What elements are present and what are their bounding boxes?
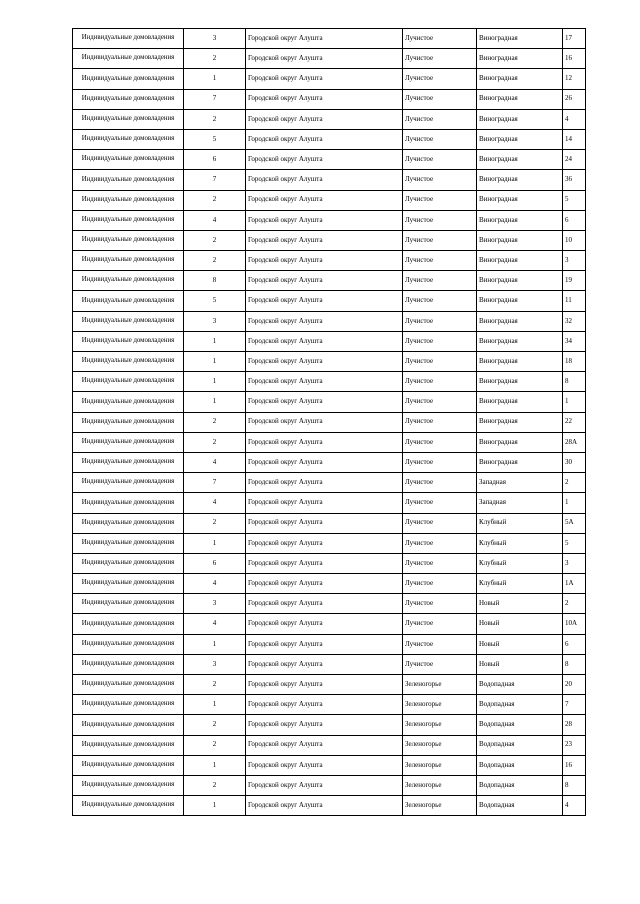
cell-municipality: Городской округ Алушта [246, 594, 403, 614]
cell-house-number: 17 [563, 29, 586, 49]
cell-housing-type: Индивидуальные домовладения [73, 675, 184, 695]
table-row [73, 452, 586, 472]
cell-count: 2 [184, 513, 246, 533]
cell-housing-type: Индивидуальные домовладения [73, 634, 184, 654]
table-row [73, 271, 586, 291]
cell-house-number: 10А [563, 614, 586, 634]
table-row [73, 755, 586, 775]
cell-street: Виноградная [477, 129, 563, 149]
cell-municipality: Городской округ Алушта [246, 735, 403, 755]
cell-locality: Зеленогорье [403, 695, 477, 715]
cell-house-number: 16 [563, 49, 586, 69]
table-row [73, 150, 586, 170]
cell-municipality: Городской округ Алушта [246, 29, 403, 49]
cell-count: 4 [184, 452, 246, 472]
cell-municipality: Городской округ Алушта [246, 715, 403, 735]
cell-municipality: Городской округ Алушта [246, 210, 403, 230]
cell-municipality: Городской округ Алушта [246, 654, 403, 674]
cell-municipality: Городской округ Алушта [246, 796, 403, 816]
table-row [73, 372, 586, 392]
cell-locality: Лучистое [403, 109, 477, 129]
table-body [73, 29, 586, 816]
cell-locality: Лучистое [403, 594, 477, 614]
cell-municipality: Городской округ Алушта [246, 311, 403, 331]
cell-house-number: 1 [563, 493, 586, 513]
cell-locality: Лучистое [403, 493, 477, 513]
cell-municipality: Городской округ Алушта [246, 392, 403, 412]
cell-housing-type: Индивидуальные домовладения [73, 210, 184, 230]
cell-count: 1 [184, 392, 246, 412]
cell-street: Виноградная [477, 432, 563, 452]
table-row [73, 412, 586, 432]
cell-locality: Лучистое [403, 352, 477, 372]
cell-locality: Зеленогорье [403, 675, 477, 695]
cell-municipality: Городской округ Алушта [246, 412, 403, 432]
cell-house-number: 4 [563, 109, 586, 129]
cell-house-number: 28А [563, 432, 586, 452]
cell-municipality: Городской округ Алушта [246, 513, 403, 533]
cell-street: Клубный [477, 574, 563, 594]
cell-count: 2 [184, 432, 246, 452]
cell-housing-type: Индивидуальные домовладения [73, 352, 184, 372]
cell-street: Клубный [477, 533, 563, 553]
cell-locality: Лучистое [403, 69, 477, 89]
cell-street: Водопадная [477, 715, 563, 735]
cell-count: 2 [184, 675, 246, 695]
cell-locality: Лучистое [403, 473, 477, 493]
cell-housing-type: Индивидуальные домовладения [73, 271, 184, 291]
cell-street: Клубный [477, 553, 563, 573]
cell-locality: Лучистое [403, 210, 477, 230]
cell-housing-type: Индивидуальные домовладения [73, 493, 184, 513]
cell-house-number: 16 [563, 755, 586, 775]
cell-municipality: Городской округ Алушта [246, 553, 403, 573]
cell-house-number: 8 [563, 654, 586, 674]
cell-count: 1 [184, 533, 246, 553]
cell-count: 5 [184, 291, 246, 311]
cell-municipality: Городской округ Алушта [246, 695, 403, 715]
cell-street: Виноградная [477, 230, 563, 250]
cell-locality: Лучистое [403, 331, 477, 351]
cell-house-number: 6 [563, 634, 586, 654]
cell-municipality: Городской округ Алушта [246, 775, 403, 795]
cell-housing-type: Индивидуальные домовладения [73, 150, 184, 170]
cell-street: Виноградная [477, 170, 563, 190]
cell-locality: Зеленогорье [403, 715, 477, 735]
cell-municipality: Городской округ Алушта [246, 755, 403, 775]
cell-housing-type: Индивидуальные домовладения [73, 129, 184, 149]
cell-street: Виноградная [477, 150, 563, 170]
table-row [73, 49, 586, 69]
cell-count: 1 [184, 796, 246, 816]
cell-house-number: 6 [563, 210, 586, 230]
cell-house-number: 19 [563, 271, 586, 291]
cell-street: Виноградная [477, 412, 563, 432]
table-row [73, 251, 586, 271]
cell-street: Виноградная [477, 291, 563, 311]
cell-municipality: Городской округ Алушта [246, 230, 403, 250]
cell-locality: Зеленогорье [403, 755, 477, 775]
cell-street: Водопадная [477, 735, 563, 755]
cell-locality: Зеленогорье [403, 735, 477, 755]
cell-locality: Лучистое [403, 372, 477, 392]
cell-housing-type: Индивидуальные домовладения [73, 796, 184, 816]
table-row [73, 129, 586, 149]
cell-count: 2 [184, 735, 246, 755]
cell-locality: Лучистое [403, 553, 477, 573]
table-row [73, 29, 586, 49]
housing-registry-table [72, 28, 586, 816]
cell-street: Западная [477, 473, 563, 493]
table-row [73, 311, 586, 331]
cell-locality: Лучистое [403, 574, 477, 594]
cell-street: Западная [477, 493, 563, 513]
cell-municipality: Городской округ Алушта [246, 452, 403, 472]
table-row [73, 190, 586, 210]
cell-street: Водопадная [477, 775, 563, 795]
cell-housing-type: Индивидуальные домовладения [73, 89, 184, 109]
cell-municipality: Городской округ Алушта [246, 432, 403, 452]
cell-municipality: Городской округ Алушта [246, 372, 403, 392]
cell-street: Виноградная [477, 372, 563, 392]
table-row [73, 735, 586, 755]
cell-housing-type: Индивидуальные домовладения [73, 473, 184, 493]
cell-house-number: 22 [563, 412, 586, 432]
cell-municipality: Городской округ Алушта [246, 109, 403, 129]
cell-count: 8 [184, 271, 246, 291]
cell-count: 1 [184, 695, 246, 715]
cell-house-number: 36 [563, 170, 586, 190]
cell-street: Клубный [477, 513, 563, 533]
cell-house-number: 23 [563, 735, 586, 755]
cell-housing-type: Индивидуальные домовладения [73, 432, 184, 452]
cell-house-number: 24 [563, 150, 586, 170]
cell-locality: Лучистое [403, 614, 477, 634]
cell-housing-type: Индивидуальные домовладения [73, 190, 184, 210]
table-row [73, 594, 586, 614]
table-row [73, 775, 586, 795]
cell-house-number: 30 [563, 452, 586, 472]
cell-housing-type: Индивидуальные домовладения [73, 654, 184, 674]
cell-municipality: Городской округ Алушта [246, 271, 403, 291]
cell-count: 3 [184, 311, 246, 331]
cell-street: Виноградная [477, 452, 563, 472]
cell-street: Виноградная [477, 109, 563, 129]
cell-locality: Лучистое [403, 311, 477, 331]
cell-street: Новый [477, 654, 563, 674]
cell-locality: Лучистое [403, 392, 477, 412]
cell-street: Водопадная [477, 755, 563, 775]
cell-municipality: Городской округ Алушта [246, 352, 403, 372]
cell-housing-type: Индивидуальные домовладения [73, 574, 184, 594]
cell-municipality: Городской округ Алушта [246, 675, 403, 695]
cell-housing-type: Индивидуальные домовладения [73, 69, 184, 89]
table-row [73, 695, 586, 715]
cell-housing-type: Индивидуальные домовладения [73, 614, 184, 634]
table-row [73, 69, 586, 89]
cell-count: 2 [184, 251, 246, 271]
table-row [73, 634, 586, 654]
cell-street: Виноградная [477, 251, 563, 271]
cell-count: 4 [184, 493, 246, 513]
table-row [73, 432, 586, 452]
cell-street: Водопадная [477, 796, 563, 816]
cell-housing-type: Индивидуальные домовладения [73, 170, 184, 190]
cell-locality: Лучистое [403, 654, 477, 674]
cell-count: 3 [184, 594, 246, 614]
table-row [73, 331, 586, 351]
cell-street: Водопадная [477, 675, 563, 695]
cell-locality: Лучистое [403, 29, 477, 49]
cell-count: 1 [184, 634, 246, 654]
cell-locality: Лучистое [403, 513, 477, 533]
table-row [73, 493, 586, 513]
cell-count: 4 [184, 210, 246, 230]
cell-count: 6 [184, 553, 246, 573]
cell-housing-type: Индивидуальные домовладения [73, 553, 184, 573]
cell-housing-type: Индивидуальные домовладения [73, 291, 184, 311]
cell-housing-type: Индивидуальные домовладения [73, 311, 184, 331]
cell-municipality: Городской округ Алушта [246, 331, 403, 351]
cell-municipality: Городской округ Алушта [246, 291, 403, 311]
cell-house-number: 11 [563, 291, 586, 311]
table-row [73, 796, 586, 816]
cell-house-number: 5А [563, 513, 586, 533]
cell-count: 1 [184, 755, 246, 775]
cell-street: Новый [477, 594, 563, 614]
cell-house-number: 26 [563, 89, 586, 109]
cell-locality: Лучистое [403, 533, 477, 553]
cell-street: Новый [477, 634, 563, 654]
cell-count: 3 [184, 654, 246, 674]
cell-locality: Лучистое [403, 251, 477, 271]
cell-housing-type: Индивидуальные домовладения [73, 594, 184, 614]
table-row [73, 352, 586, 372]
cell-street: Виноградная [477, 311, 563, 331]
cell-house-number: 20 [563, 675, 586, 695]
cell-count: 7 [184, 473, 246, 493]
cell-municipality: Городской округ Алушта [246, 251, 403, 271]
cell-housing-type: Индивидуальные домовладения [73, 533, 184, 553]
cell-count: 4 [184, 614, 246, 634]
cell-municipality: Городской округ Алушта [246, 634, 403, 654]
cell-locality: Лучистое [403, 634, 477, 654]
table-row [73, 210, 586, 230]
table-row [73, 291, 586, 311]
cell-count: 2 [184, 49, 246, 69]
cell-count: 2 [184, 109, 246, 129]
table-row [73, 170, 586, 190]
cell-street: Виноградная [477, 271, 563, 291]
cell-house-number: 4 [563, 796, 586, 816]
cell-count: 7 [184, 170, 246, 190]
cell-locality: Зеленогорье [403, 796, 477, 816]
cell-house-number: 14 [563, 129, 586, 149]
cell-house-number: 1 [563, 392, 586, 412]
cell-house-number: 8 [563, 372, 586, 392]
cell-housing-type: Индивидуальные домовладения [73, 695, 184, 715]
cell-street: Виноградная [477, 89, 563, 109]
cell-municipality: Городской округ Алушта [246, 150, 403, 170]
cell-count: 2 [184, 775, 246, 795]
cell-locality: Лучистое [403, 271, 477, 291]
cell-count: 3 [184, 29, 246, 49]
cell-street: Виноградная [477, 352, 563, 372]
cell-house-number: 12 [563, 69, 586, 89]
cell-municipality: Городской округ Алушта [246, 614, 403, 634]
cell-municipality: Городской округ Алушта [246, 69, 403, 89]
cell-locality: Лучистое [403, 170, 477, 190]
cell-municipality: Городской округ Алушта [246, 49, 403, 69]
table-row [73, 533, 586, 553]
cell-house-number: 34 [563, 331, 586, 351]
cell-house-number: 28 [563, 715, 586, 735]
cell-count: 2 [184, 715, 246, 735]
table-row [73, 675, 586, 695]
cell-street: Виноградная [477, 331, 563, 351]
cell-housing-type: Индивидуальные домовладения [73, 513, 184, 533]
cell-locality: Лучистое [403, 432, 477, 452]
cell-house-number: 8 [563, 775, 586, 795]
cell-house-number: 7 [563, 695, 586, 715]
cell-count: 2 [184, 230, 246, 250]
cell-house-number: 5 [563, 533, 586, 553]
cell-municipality: Городской округ Алушта [246, 493, 403, 513]
cell-locality: Лучистое [403, 291, 477, 311]
table-row [73, 553, 586, 573]
cell-street: Новый [477, 614, 563, 634]
cell-count: 2 [184, 412, 246, 432]
cell-locality: Лучистое [403, 150, 477, 170]
cell-street: Виноградная [477, 190, 563, 210]
cell-housing-type: Индивидуальные домовладения [73, 412, 184, 432]
cell-municipality: Городской округ Алушта [246, 533, 403, 553]
table-row [73, 89, 586, 109]
cell-count: 7 [184, 89, 246, 109]
cell-housing-type: Индивидуальные домовладения [73, 331, 184, 351]
table-row [73, 513, 586, 533]
cell-housing-type: Индивидуальные домовладения [73, 109, 184, 129]
cell-count: 2 [184, 190, 246, 210]
cell-housing-type: Индивидуальные домовладения [73, 735, 184, 755]
cell-street: Виноградная [477, 392, 563, 412]
cell-count: 4 [184, 574, 246, 594]
cell-municipality: Городской округ Алушта [246, 170, 403, 190]
cell-house-number: 32 [563, 311, 586, 331]
cell-housing-type: Индивидуальные домовладения [73, 29, 184, 49]
cell-housing-type: Индивидуальные домовладения [73, 755, 184, 775]
cell-housing-type: Индивидуальные домовладения [73, 251, 184, 271]
cell-housing-type: Индивидуальные домовладения [73, 49, 184, 69]
cell-house-number: 5 [563, 190, 586, 210]
cell-municipality: Городской округ Алушта [246, 129, 403, 149]
table-row [73, 654, 586, 674]
table-row [73, 574, 586, 594]
cell-count: 1 [184, 352, 246, 372]
cell-locality: Лучистое [403, 412, 477, 432]
table-row [73, 109, 586, 129]
cell-street: Виноградная [477, 69, 563, 89]
cell-municipality: Городской округ Алушта [246, 89, 403, 109]
cell-housing-type: Индивидуальные домовладения [73, 452, 184, 472]
table-row [73, 473, 586, 493]
cell-count: 6 [184, 150, 246, 170]
cell-house-number: 3 [563, 251, 586, 271]
cell-housing-type: Индивидуальные домовладения [73, 392, 184, 412]
cell-street: Виноградная [477, 210, 563, 230]
cell-locality: Лучистое [403, 49, 477, 69]
cell-house-number: 2 [563, 473, 586, 493]
cell-house-number: 10 [563, 230, 586, 250]
cell-house-number: 1А [563, 574, 586, 594]
cell-street: Виноградная [477, 49, 563, 69]
cell-locality: Лучистое [403, 89, 477, 109]
cell-count: 1 [184, 372, 246, 392]
table-row [73, 715, 586, 735]
cell-count: 5 [184, 129, 246, 149]
cell-housing-type: Индивидуальные домовладения [73, 775, 184, 795]
table-row [73, 230, 586, 250]
cell-municipality: Городской округ Алушта [246, 574, 403, 594]
cell-municipality: Городской округ Алушта [246, 473, 403, 493]
table-row [73, 614, 586, 634]
cell-locality: Лучистое [403, 452, 477, 472]
cell-locality: Лучистое [403, 129, 477, 149]
cell-street: Водопадная [477, 695, 563, 715]
cell-street: Виноградная [477, 29, 563, 49]
cell-house-number: 18 [563, 352, 586, 372]
cell-locality: Зеленогорье [403, 775, 477, 795]
cell-count: 1 [184, 331, 246, 351]
cell-municipality: Городской округ Алушта [246, 190, 403, 210]
cell-house-number: 3 [563, 553, 586, 573]
cell-housing-type: Индивидуальные домовладения [73, 715, 184, 735]
cell-locality: Лучистое [403, 190, 477, 210]
cell-locality: Лучистое [403, 230, 477, 250]
cell-house-number: 2 [563, 594, 586, 614]
cell-housing-type: Индивидуальные домовладения [73, 230, 184, 250]
cell-count: 1 [184, 69, 246, 89]
table-row [73, 392, 586, 412]
cell-housing-type: Индивидуальные домовладения [73, 372, 184, 392]
